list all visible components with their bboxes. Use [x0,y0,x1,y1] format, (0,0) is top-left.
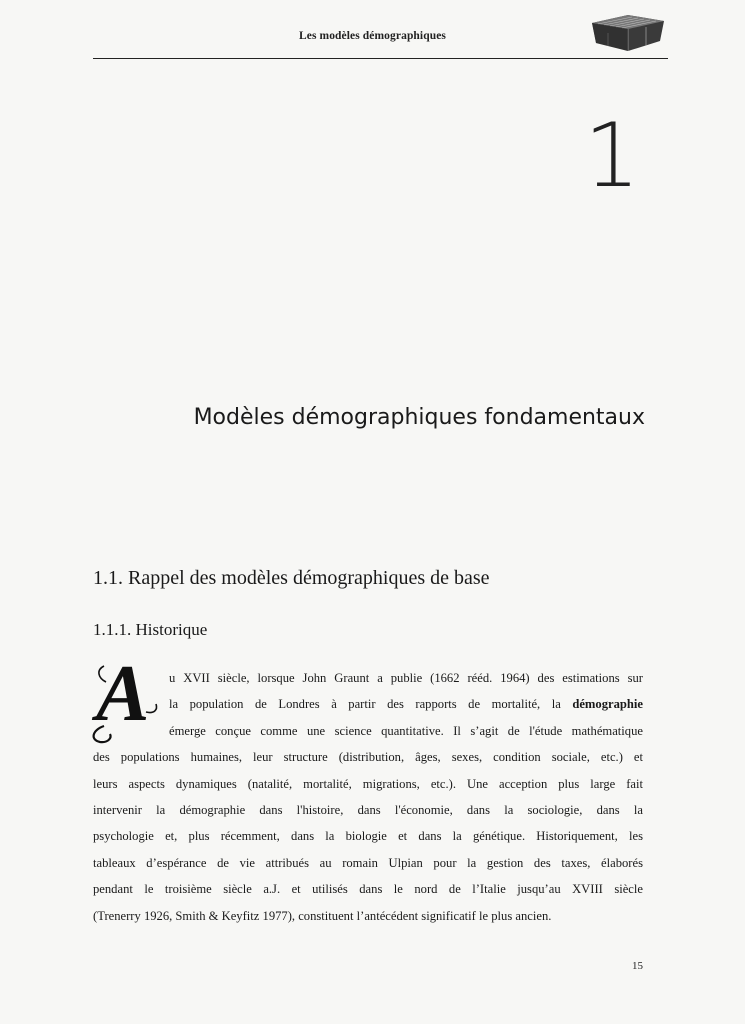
body-line: pendant le troisième siècle a.J. et utilisés dans le nord de l’Italie jusqu’au XVIII siècle [93,882,643,897]
body-line: u XVII siècle, lorsque John Graunt a publie (1662 rééd. 1964) des estimations sur [169,671,643,685]
body-line: (Trenerry 1926, Smith & Keyfitz 1977), constituent l’antécédent significatif le plus ancien. [93,908,552,923]
body-line: tableaux d’espérance de vie attribués au romain Ulpian pour la gestion des taxes, élaborés [93,855,643,870]
running-header: Les modèles démographiques [299,30,446,42]
subsection-heading: 1.1.1. Historique [93,620,208,639]
page-number: 15 [632,960,643,972]
chapter-title: Modèles démographiques fondamentaux [193,405,645,430]
body-line: émerge conçue comme une science quantitative. Il s’agit de l'étude mathématique [169,723,643,738]
body-line: la population de Londres à partir des rapports de mortalité, la démographie [169,697,643,712]
header-rule [93,58,668,59]
section-heading: 1.1. Rappel des modèles démographiques de base [93,567,490,589]
body-line: intervenir la démographie dans l'histoire, dans l'économie, dans la sociologie, dans la [93,803,643,818]
svg-text:A: A [96,652,150,738]
wireframe-box-icon [588,13,666,53]
body-paragraph [93,665,643,929]
chapter-number: 1 [584,104,640,207]
bold-term: démographie [572,697,643,712]
body-line: psychologie et, plus récemment, dans la biologie et dans la génétique. Historiquement, les [93,829,643,844]
body-line: leurs aspects dynamiques (natalité, mortalité, migrations, etc.). Une acception plus large fait [93,776,643,791]
body-line: des populations humaines, leur structure (distribution, âges, sexes, condition sociale, etc.) et [93,750,643,765]
